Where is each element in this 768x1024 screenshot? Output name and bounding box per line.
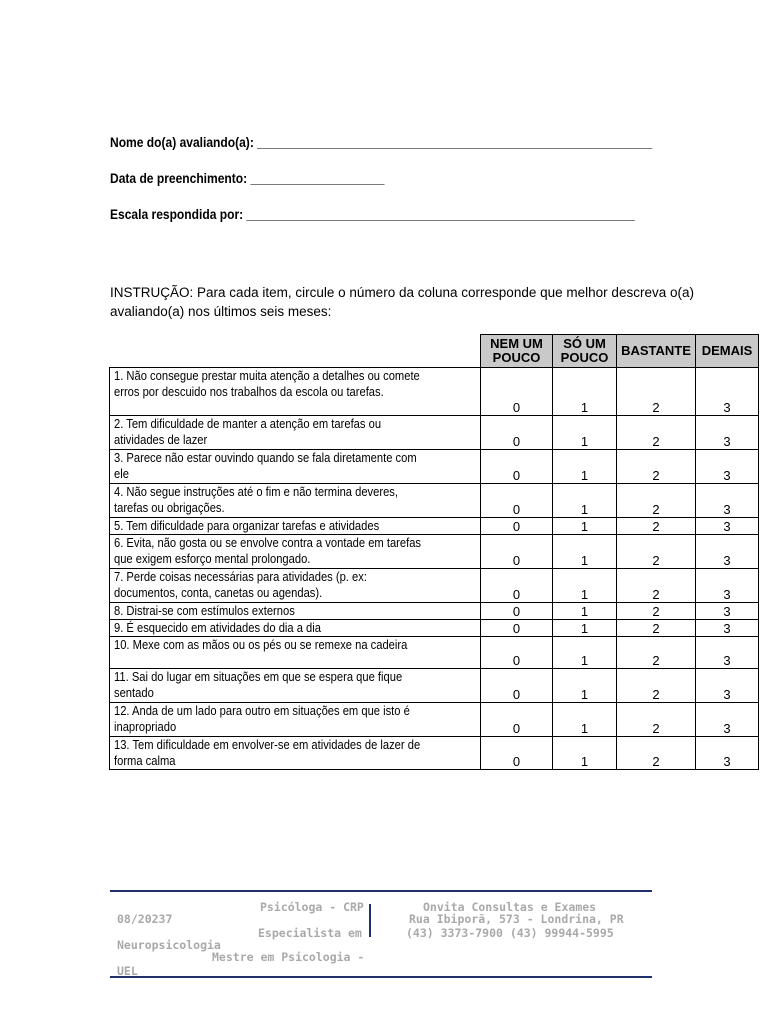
item-text-cell [110,637,481,669]
table-row [110,737,759,770]
score-option-1[interactable]: 1 [553,535,617,569]
item-text-cell [110,484,481,518]
item-text: 3. Parece não estar ouvindo quando se fala diretamente com ele [114,450,417,481]
item-text-cell [110,603,481,620]
table-row [110,368,759,416]
table-row [110,535,759,569]
item-text-cell [110,569,481,603]
score-option-1[interactable]: 1 [553,416,617,450]
respondent-label: Escala respondida por: __________________________________________________________ [110,206,635,222]
score-option-1[interactable]: 1 [553,603,617,620]
score-option-2[interactable]: 2 [617,569,696,603]
item-text-cell [110,669,481,703]
score-option-2[interactable]: 2 [617,416,696,450]
item-text-cell [110,703,481,737]
footer-crp-number: 08/20237 [117,912,173,926]
table-row [110,518,759,535]
score-option-2[interactable]: 2 [617,737,696,770]
footer-bottom-rule [110,976,652,978]
table-row [110,450,759,484]
score-option-0[interactable]: 0 [481,368,553,416]
footer-phones: (43) 3373-7900 (43) 99944-5995 [406,926,614,940]
footer-company: Onvita Consultas e Exames [423,900,597,914]
item-text-cell [110,450,481,484]
item-text: 2. Tem dificuldade de manter a atenção em tarefas ou atividades de lazer [114,416,382,447]
score-option-2[interactable]: 2 [617,703,696,737]
footer-crp-label: Psicóloga - CRP [260,900,364,914]
score-option-0[interactable]: 0 [481,416,553,450]
item-text: 10. Mexe com as mãos ou os pés ou se remexe na cadeira [114,637,408,652]
footer-address: Rua Ibiporã, 573 - Londrina, PR [409,912,624,926]
score-option-2[interactable]: 2 [617,518,696,535]
score-option-3[interactable]: 3 [696,569,759,603]
table-row [110,703,759,737]
score-option-1[interactable]: 1 [553,569,617,603]
score-option-1[interactable]: 1 [553,737,617,770]
score-option-0[interactable]: 0 [481,703,553,737]
score-option-2[interactable]: 2 [617,484,696,518]
item-text: 4. Não segue instruções até o fim e não termina deveres, tarefas ou obrigações. [114,484,399,515]
score-option-0[interactable]: 0 [481,569,553,603]
item-text: 12. Anda de um lado para outro em situações em que isto é inapropriado [114,703,410,734]
footer-top-rule [110,890,652,892]
fill-date-field[interactable] [110,170,429,186]
item-header-blank [110,335,481,368]
score-option-3[interactable]: 3 [696,603,759,620]
rating-scale-table [109,334,759,770]
item-text-cell [110,416,481,450]
score-option-2[interactable]: 2 [617,637,696,669]
score-option-1[interactable]: 1 [553,368,617,416]
item-text: 1. Não consegue prestar muita atenção a detalhes ou comete erros por descuido nos trabalhos da escola ou tarefas. [114,368,420,399]
item-text: 11. Sai do lugar em situações em que se espera que fique sentado [114,669,403,700]
score-option-0[interactable]: 0 [481,535,553,569]
score-option-1[interactable]: 1 [553,703,617,737]
item-text: 9. É esquecido em atividades do dia a dia [114,620,321,635]
score-option-1[interactable]: 1 [553,637,617,669]
header-so-um-pouco: SÓ UM POUCO [553,335,617,368]
score-option-0[interactable]: 0 [481,737,553,770]
table-row [110,603,759,620]
table-row [110,669,759,703]
item-text-cell [110,518,481,535]
table-row [110,569,759,603]
score-option-3[interactable]: 3 [696,484,759,518]
score-option-3[interactable]: 3 [696,416,759,450]
score-option-3[interactable]: 3 [696,637,759,669]
item-text: 8. Distrai-se com estímulos externos [114,603,295,618]
footer-specialist: Especialista em [258,926,362,940]
score-option-2[interactable]: 2 [617,669,696,703]
footer-uel: UEL [117,964,138,978]
score-option-3[interactable]: 3 [696,703,759,737]
table-row [110,637,759,669]
item-text: 5. Tem dificuldade para organizar tarefas e atividades [114,518,380,533]
score-option-0[interactable]: 0 [481,484,553,518]
score-option-3[interactable]: 3 [696,737,759,770]
header-bastante: BASTANTE [617,335,696,368]
evaluee-name-label: Nome do(a) avaliando(a): ___________________________________________________________ [110,134,653,150]
score-option-2[interactable]: 2 [617,535,696,569]
footer-master: Mestre em Psicologia - [212,950,365,964]
score-option-1[interactable]: 1 [553,669,617,703]
score-option-1[interactable]: 1 [553,484,617,518]
item-text-cell [110,368,481,416]
score-option-0[interactable]: 0 [481,450,553,484]
table-header-row [110,335,759,368]
item-text: 7. Perde coisas necessárias para atividades (p. ex: documentos, conta, canetas ou agendas). [114,569,367,600]
score-option-1[interactable]: 1 [553,450,617,484]
header-nem-um-pouco: NEM UM POUCO [481,335,553,368]
score-option-0[interactable]: 0 [481,518,553,535]
table-row [110,484,759,518]
score-option-1[interactable]: 1 [553,518,617,535]
score-option-3[interactable]: 3 [696,368,759,416]
instruction-text: INSTRUÇÃO: Para cada item, circule o número da coluna corresponde que melhor descreva o(a) avaliando(a) nos últimos seis meses: [110,285,694,319]
item-text: 13. Tem dificuldade em envolver-se em atividades de lazer de forma calma [114,737,421,768]
score-option-0[interactable]: 0 [481,620,553,637]
footer-neuro: Neuropsicologia [117,938,221,952]
fill-date-label: Data de preenchimento: ____________________ [110,170,385,186]
score-option-3[interactable]: 3 [696,535,759,569]
score-option-1[interactable]: 1 [553,620,617,637]
table-row [110,620,759,637]
item-text-cell [110,535,481,569]
score-option-0[interactable]: 0 [481,637,553,669]
score-option-2[interactable]: 2 [617,450,696,484]
score-option-2[interactable]: 2 [617,368,696,416]
score-option-3[interactable]: 3 [696,669,759,703]
header-demais: DEMAIS [696,335,759,368]
score-option-3[interactable]: 3 [696,450,759,484]
evaluee-name-field[interactable] [110,134,741,150]
item-text: 6. Evita, não gosta ou se envolve contra a vontade em tarefas que exigem esforço mental prolongado. [114,535,422,566]
score-option-3[interactable]: 3 [696,620,759,637]
score-option-0[interactable]: 0 [481,603,553,620]
item-text-cell [110,737,481,770]
footer-divider [369,904,371,937]
respondent-field[interactable] [110,206,720,222]
table-row [110,416,759,450]
item-text-cell [110,620,481,637]
score-option-2[interactable]: 2 [617,603,696,620]
score-option-2[interactable]: 2 [617,620,696,637]
score-option-0[interactable]: 0 [481,669,553,703]
score-option-3[interactable]: 3 [696,518,759,535]
